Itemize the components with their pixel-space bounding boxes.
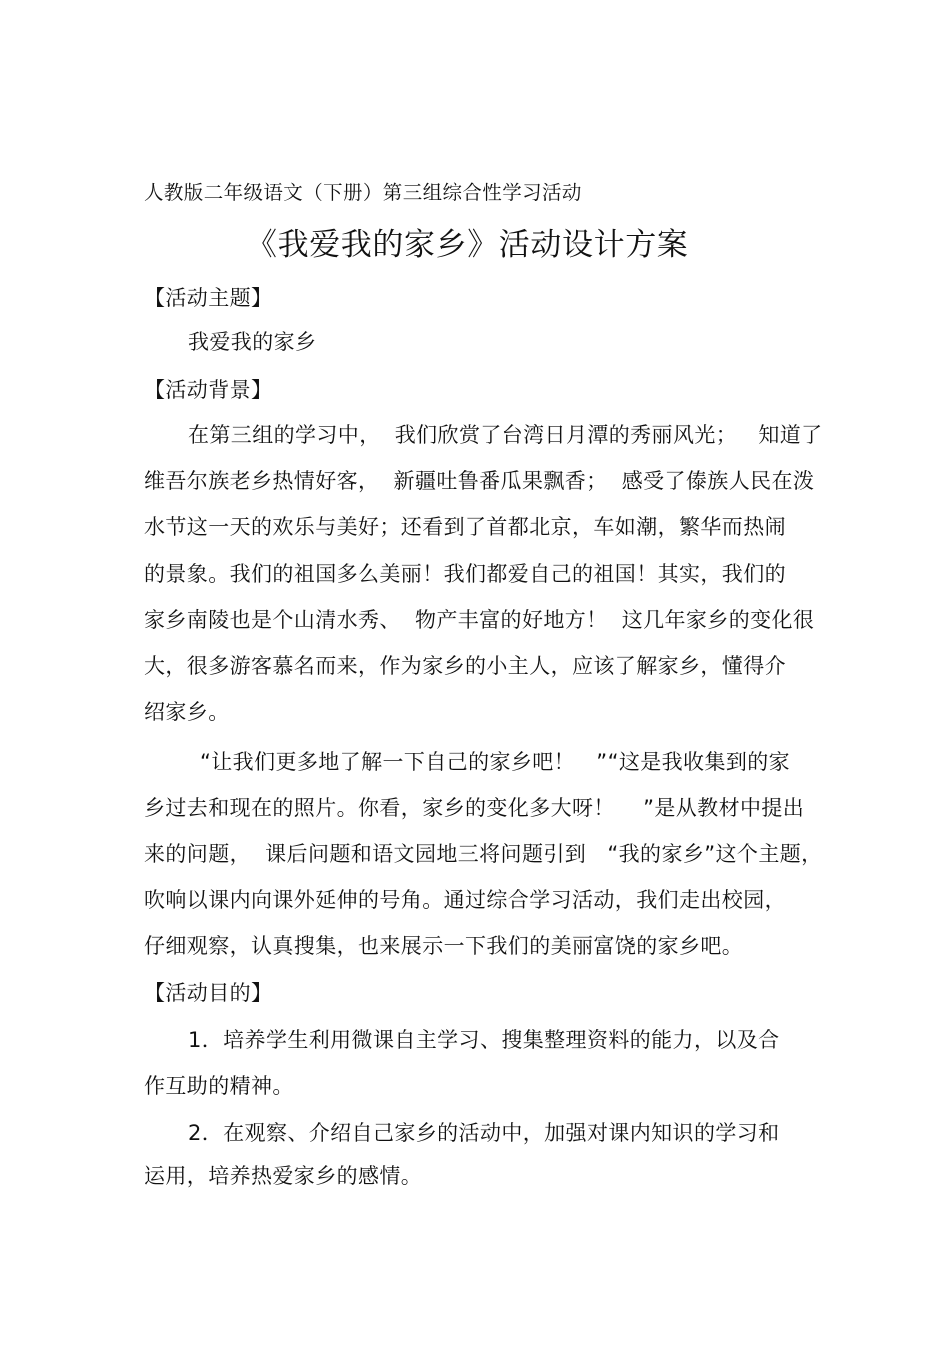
document-title: 《我爱我的家乡》活动设计方案: [246, 227, 689, 263]
goal-item-line: 1．培养学生利用微课自主学习、搜集整理资料的能力，以及合: [188, 1028, 780, 1052]
paragraph-line: 大，很多游客慕名而来，作为家乡的小主人，应该了解家乡，懂得介: [144, 654, 786, 678]
paragraph-line: 水节这一天的欢乐与美好；还看到了首都北京，车如潮，繁华而热闹: [144, 515, 786, 539]
paragraph-line: 维吾尔族老乡热情好客， 新疆吐鲁番瓜果飘香； 感受了傣族人民在泼: [144, 469, 815, 493]
goal-item-line: 运用，培养热爱家乡的感情。: [144, 1164, 423, 1188]
theme-content: 我爱我的家乡: [188, 330, 317, 354]
document-subtitle: 人教版二年级语文（下册）第三组综合性学习活动: [144, 181, 582, 204]
paragraph-line: 仔细观察，认真搜集，也来展示一下我们的美丽富饶的家乡吧。: [144, 934, 744, 958]
section-heading-background: 【活动背景】: [144, 378, 273, 402]
paragraph-line: 吹响以课内向课外延伸的号角。通过综合学习活动，我们走出校园，: [144, 888, 786, 912]
section-heading-theme: 【活动主题】: [144, 286, 273, 310]
paragraph-line: 来的问题， 课后问题和语文园地三将问题引到 “我的家乡”这个主题，: [144, 842, 823, 866]
goal-item-line: 2．在观察、介绍自己家乡的活动中，加强对课内知识的学习和: [188, 1121, 780, 1145]
paragraph-line: 绍家乡。: [144, 700, 230, 724]
goal-item-line: 作互助的精神。: [144, 1074, 294, 1098]
paragraph-line: 在第三组的学习中， 我们欣赏了台湾日月潭的秀丽风光； 知道了: [188, 423, 823, 447]
section-heading-goals: 【活动目的】: [144, 981, 273, 1005]
paragraph-line: “让我们更多地了解一下自己的家乡吧！ ”“这是我收集到的家: [200, 750, 791, 774]
paragraph-line: 乡过去和现在的照片。你看，家乡的变化多大呀！ ”是从教材中提出: [144, 796, 805, 820]
paragraph-line: 家乡南陵也是个山清水秀、 物产丰富的好地方！ 这几年家乡的变化很: [144, 608, 815, 632]
paragraph-line: 的景象。我们的祖国多么美丽！我们都爱自己的祖国！其实，我们的: [144, 562, 786, 586]
